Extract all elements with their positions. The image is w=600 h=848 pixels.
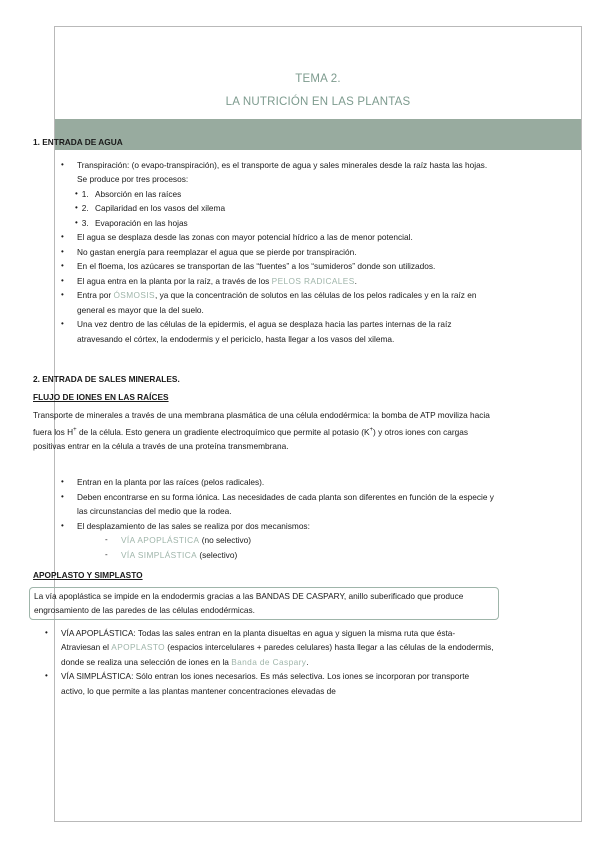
highlight-term: APOPLASTO [111, 642, 165, 653]
subheading-ion-flow: FLUJO DE IONES EN LAS RAÍCES [33, 391, 169, 402]
list-item: • Entran en la planta por las raíces (pelos radicales). [77, 475, 495, 490]
section-heading-salts: 2. ENTRADA DE SALES MINERALES. [33, 374, 180, 384]
document-content [33, 135, 495, 698]
highlight-term: VÍA APOPLÁSTICA [121, 535, 200, 546]
water-bullet-list [33, 158, 495, 347]
salts-bullet-list [33, 475, 495, 562]
topic-number: TEMA 2. [295, 73, 341, 85]
process-list [77, 187, 495, 231]
list-item: • Deben encontrarse en su forma iónica. Las necesidades de cada planta son diferentes en función de la especie y las circunstancias del medio que la rodea. [77, 490, 495, 519]
list-item: • 3. Evaporación en las hojas [91, 216, 495, 231]
caspary-note-box: La vía apoplástica se impide en la endodermis gracias a las BANDAS DE CASPARY, anillo suberificado que produce engrosamiento de las paredes de las células endodérmicas. [29, 587, 499, 620]
list-item: • 2. Capilaridad en los vasos del xilema [91, 201, 495, 216]
list-item: • Transpiración: (o evapo-transpiración), es el transporte de agua y sales minerales desde la raíz hasta las hojas. Se produce por tres procesos: • 1. Absorción en las raíces • 2. Capilaridad en los vasos del xilema • 3. Evaporación en las hojas [77, 158, 495, 231]
list-item: • El agua entra en la planta por la raíz, a través de los PELOS RADICALES. [77, 274, 495, 289]
highlight-term: VÍA SIMPLÁSTICA [121, 549, 198, 560]
list-item: • Entra por ÓSMOSIS, ya que la concentración de solutos en las células de los pelos radicales y en la raíz en general es mayor que la del suelo. [77, 288, 495, 317]
section-heading-water: 1. ENTRADA DE AGUA [33, 137, 123, 147]
list-item: • VÍA SIMPLÁSTICA: Sólo entran los iones necesarios. Es más selectiva. Los iones se incorporan por transporte activo, lo que permite a las plantas mantener concentraciones elevadas de [61, 669, 495, 698]
list-item: • Una vez dentro de las células de la epidermis, el agua se desplaza hacia las partes internas de la raíz atravesando el córtex, la endodermis y el periciclo, hasta llegar a los vasos del xilema. [77, 317, 495, 346]
list-item: • En el floema, los azúcares se transportan de las “fuentes” a los “sumideros” donde son utilizados. [77, 259, 495, 274]
highlight-term: Banda de Caspary [231, 656, 307, 667]
list-item: - VÍA APOPLÁSTICA (no selectivo) [121, 533, 495, 548]
highlight-term: PELOS RADICALES [271, 275, 355, 286]
highlight-term: ÓSMOSIS [113, 290, 155, 300]
list-item: • El desplazamiento de las sales se realiza por dos mecanismos: - VÍA APOPLÁSTICA (no selectivo) - VÍA SIMPLÁSTICA (selectivo) [77, 519, 495, 563]
page-title: LA NUTRICIÓN EN LAS PLANTAS [225, 96, 411, 108]
ion-flow-paragraph: Transporte de minerales a través de una membrana plasmática de una célula endodérmica: la bomba de ATP moviliza hacia fuera los H+ de la célula. Esto genera un gradiente electroquímico que permite al potasio (K+) y otros iones con cargas positivas entrar en la célula a través de una proteína transmembrana. [33, 410, 490, 451]
list-item: • El agua se desplaza desde las zonas con mayor potencial hídrico a las de menor potencial. [77, 230, 495, 245]
list-item: - VÍA SIMPLÁSTICA (selectivo) [121, 548, 495, 563]
mechanism-list [77, 533, 495, 562]
subheading-apoplast: APOPLASTO Y SIMPLASTO [33, 570, 143, 581]
list-item: • VÍA APOPLÁSTICA: Todas las sales entran en la planta disueltas en agua y siguen la misma ruta que ésta- Atraviesan el APOPLASTO (espacios intercelulares + paredes celulares) hasta llegar a las células de la endodermis, donde se realiza una selección de iones en la Banda de Caspary. [61, 626, 495, 670]
list-item: • No gastan energía para reemplazar el agua que se pierde por transpiración. [77, 245, 495, 260]
pathway-bullet-list [33, 626, 495, 699]
list-item: • 1. Absorción en las raíces [91, 187, 495, 202]
